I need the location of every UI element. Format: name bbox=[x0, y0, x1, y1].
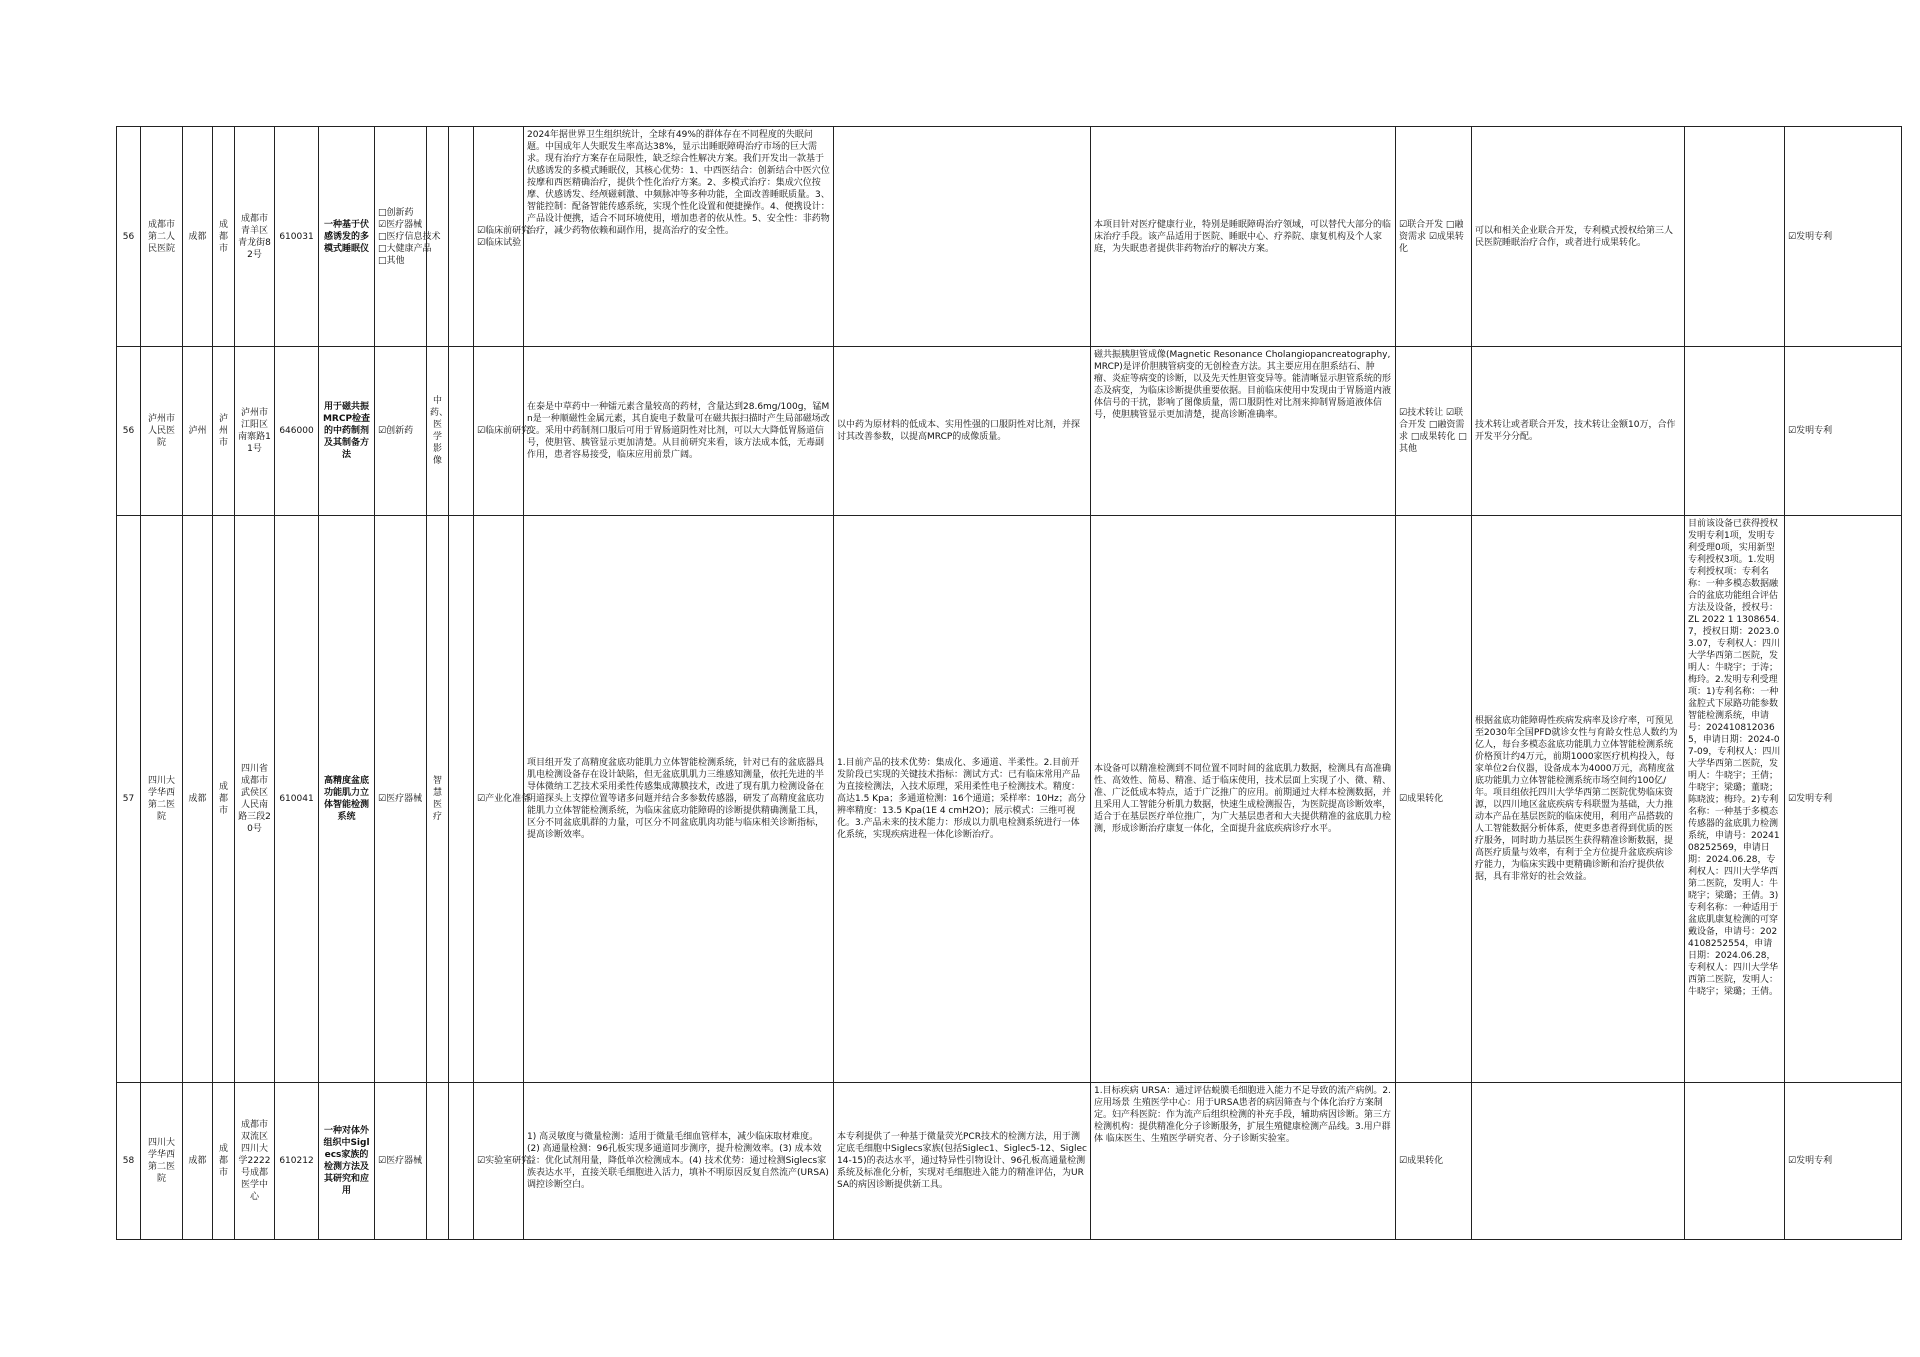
unit-name: 四川大学华西第二医院 bbox=[141, 516, 183, 1083]
ip-text bbox=[1685, 1083, 1785, 1240]
field-tag: ☑医疗器械 bbox=[378, 219, 423, 230]
unit-name: 四川大学华西第二医院 bbox=[141, 1083, 183, 1240]
stage-tag: ☑产业化准备 bbox=[477, 794, 531, 804]
stage-tag: ☑实验室研究 bbox=[477, 1156, 531, 1166]
row-number: 57 bbox=[117, 516, 141, 1083]
patent-type: ☑发明专利 bbox=[1785, 1083, 1902, 1240]
address: 泸州市江阳区南寨路11号 bbox=[235, 347, 275, 516]
expectation-text: 根据盆底功能障碍性疾病发病率及诊疗率，可预见至2030年全国PFD就诊女性与育龄女性总人数约为亿人，每台多模态盆底功能肌力立体智能检测系统价格预计约4万元，前期1000家医疗机构投入，每家单位2台仪器，设备成本为4000万元，高精度盆底功能肌力立体智能检测系统市场空间约100亿/年。项目组依托四川大学华西第二医院优势临床资源，以四川地区盆底疾病专科联盟为基础，大力推动本产品在基层医院的临床使用，利用产品搭载的人工智能数据分析体系，使更多患者得到优质的医疗服务，同时助力基层医生获得精准诊断数据，提高医疗质量与效率，有利于全方位提升盆底疾病诊疗能力，为临床实践中更精确诊断和治疗提供依据，具有非常好的社会效益。 bbox=[1472, 516, 1685, 1083]
unit-name: 泸州市人民医院 bbox=[141, 347, 183, 516]
district: 成都市 bbox=[213, 127, 235, 347]
empty-cell bbox=[449, 1083, 474, 1240]
patent-type: ☑发明专利 bbox=[1785, 516, 1902, 1083]
project-title: 高精度盆底功能肌力立体智能检测系统 bbox=[319, 516, 375, 1083]
field-tags bbox=[375, 1083, 427, 1240]
field-tag: ☑创新药 bbox=[378, 426, 414, 436]
cooperation: ☑成果转化 bbox=[1396, 1083, 1472, 1240]
stage bbox=[474, 127, 531, 347]
field-tag: ☑医疗器械 bbox=[378, 1156, 423, 1166]
ip-text: 目前该设备已获得授权发明专利1项，发明专利受理0项，实用新型专利授权3项。1.发明专利授权项：专利名称：一种多模态数据融合的盆底功能组合评估方法及设备，授权号：ZL 2022 1 1308654.7，授权日期：2023.03.07，专利权人：四川大学华西第二医院，发明人：牛晓宇；于涛；梅玲。2.发明专利受理项：1)专利名称：一种盆腔式下尿路功能参数智能检测系统，申请号：2024108120365，申请日期：2024-07-09，专利权人：四川大学华西第二医院，发明人：牛晓宇；王倩；牛晓宇；梁璐；董晓；陈晓波；梅玲。2)专利名称：一种基于多模态传感器的盆底肌力检测系统，申请号：2024108252569，申请日期：2024.06.28，专利权人：四川大学华西第二医院，发明人：牛晓宇；梁璐；王倩。3)专利名称：一种适用于盆底肌康复检测的可穿戴设备，申请号：2024108252554，申请日期：2024.06.28，专利权人：四川大学华西第二医院，发明人：牛晓宇；梁璐；王倩。 bbox=[1685, 516, 1785, 1083]
field-tags bbox=[375, 127, 441, 347]
field-tag: □医疗信息技术 bbox=[378, 231, 441, 242]
application-text: 本设备可以精准检测到不同位置不同时间的盆底肌力数据，检测具有高准确性、高效性、简易、精准、适于临床使用，技术层面上实现了小、微、精、准、广泛低成本特点，适于广泛推广的应用。前期通过大样本检测数据，并且采用人工智能分析肌力数据，快速生成检测报告，为医院提高诊断效率，适合于在基层医疗单位推广，为广大基层患者和大夫提供精准的盆底肌力检测，形成诊断治疗康复一体化，全面提升盆底疾病诊疗水平。 bbox=[1091, 516, 1396, 1083]
advantage-text: 本专利提供了一种基于微量荧光PCR技术的检测方法，用于测定底毛细胞中Siglecs家族(包括Siglec1、Siglec5-12、Siglec14-15)的表达水平，通过特异性引物设计、96孔板高通量检测系统及标准化分析，实现对毛细胞进入能力的精准评估，为URSA的病因诊断提供新工具。 bbox=[834, 1083, 1091, 1240]
city: 泸州 bbox=[183, 347, 213, 516]
advantage-text: 以中药为原材料的低成本、实用性强的口服阴性对比剂，并探讨其改善参数，以提高MRCP的成像质量。 bbox=[834, 347, 1091, 516]
ip-text bbox=[1685, 347, 1785, 516]
postcode: 610212 bbox=[275, 1083, 319, 1240]
patent-type: ☑发明专利 bbox=[1785, 127, 1902, 347]
stage-tag: ☑临床试验 bbox=[477, 237, 522, 248]
table-row bbox=[117, 516, 1902, 1083]
address: 成都市双流区四川大学2222号成都医学中心 bbox=[235, 1083, 275, 1240]
project-title: 一种对体外组织中Siglecs家族的检测方法及其研究和应用 bbox=[319, 1083, 375, 1240]
empty-cell bbox=[449, 127, 474, 347]
address: 成都市青羊区青龙街82号 bbox=[235, 127, 275, 347]
city: 成都 bbox=[183, 127, 213, 347]
district: 泸州市 bbox=[213, 347, 235, 516]
pipeline: 中药、医学影像 bbox=[427, 347, 449, 516]
advantage-text bbox=[834, 127, 1091, 347]
background-text: 在泰是中草药中一种镭元素含量较高的药材，含量达到28.6mg/100g，锰Mn是一种顺磁性金属元素，其自旋电子数量可在磁共振扫描时产生局部磁场改变。采用中药制剂口服后可用于胃肠道阴性对比剂，可以大大降低胃肠道信号，使胆管、胰管显示更加清楚。从目前研究来看，该方法成本低，无毒副作用，患者容易接受，临床应用前景广阔。 bbox=[524, 347, 834, 516]
application-text: 磁共振胰胆管成像(Magnetic Resonance Cholangiopancreatography, MRCP)是评价胆胰管病变的无创检查方法。其主要应用在胆系结石、肿瘤、炎症等病变的诊断，以及先天性胆管变异等。能清晰显示胆管系统的形态及病变，为临床诊断提供重要依据。目前临床使用中发现由于胃肠道内液体信号的干扰，影响了图像质量，需口服阴性对比剂来抑制胃肠道液体信号，使胆胰管显示更加清楚，提高诊断准确率。 bbox=[1091, 347, 1396, 516]
stage bbox=[474, 516, 531, 1083]
cooperation: ☑成果转化 bbox=[1396, 516, 1472, 1083]
advantage-text: 1.目前产品的技术优势：集成化、多通道、半柔性。2.目前开发阶段已实现的关键技术指标：测试方式：已有临床常用产品为直接检测法，入技术原理，采用柔性电子检测技术。精度：高达1.5 Kpa；多通道检测：16个通道；采样率：10Hz；高分辨率精度：13.5 Kpa(1E 4 cmH2O)；展示模式：三维可视化。3.产品未来的技术能力：形成以力肌电检测系统进行一体化系统，实现疾病进程一体化诊断治疗。 bbox=[834, 516, 1091, 1083]
ip-text bbox=[1685, 127, 1785, 347]
postcode: 610031 bbox=[275, 127, 319, 347]
cooperation: ☑联合开发 □融资需求 ☑成果转化 bbox=[1396, 127, 1472, 347]
stage bbox=[474, 1083, 531, 1240]
patent-type: ☑发明专利 bbox=[1785, 347, 1902, 516]
expectation-text bbox=[1472, 1083, 1685, 1240]
field-tag: ☑医疗器械 bbox=[378, 794, 423, 804]
unit-name: 成都市第二人民医院 bbox=[141, 127, 183, 347]
field-tag: □大健康产品 bbox=[378, 243, 432, 254]
stage-tag: ☑临床前研究 bbox=[477, 426, 531, 436]
postcode: 610041 bbox=[275, 516, 319, 1083]
table-row bbox=[117, 347, 1902, 516]
field-tag: □其他 bbox=[378, 255, 405, 266]
empty-cell bbox=[449, 347, 474, 516]
district: 成都市 bbox=[213, 516, 235, 1083]
background-text: 1) 高灵敏度与微量检测：适用于微量毛细血管样本，减少临床取材难度。(2) 高通量检测：96孔板实现多通道同步测序，提升检测效率。(3) 成本效益：优化试剂用量，降低单次检测成本。(4) 技术优势：通过检测Siglecs家族表达水平，直接关联毛细胞进入活力，填补不明原因反复自然流产(URSA)调控诊断空白。 bbox=[524, 1083, 834, 1240]
address: 四川省成都市武侯区人民南路三段20号 bbox=[235, 516, 275, 1083]
stage-tag: ☑临床前研究 bbox=[477, 225, 531, 236]
row-number: 56 bbox=[117, 347, 141, 516]
stage bbox=[474, 347, 531, 516]
expectation-text: 技术转让或者联合开发，技术转让金额10万，合作开发平分分配。 bbox=[1472, 347, 1685, 516]
field-tag: □创新药 bbox=[378, 207, 414, 218]
postcode: 646000 bbox=[275, 347, 319, 516]
expectation-text: 可以和相关企业联合开发，专利模式授权给第三人民医院睡眠治疗合作，或者进行成果转化。 bbox=[1472, 127, 1685, 347]
application-text: 1.目标疾病 URSA：通过评估蜕膜毛细胞进入能力不足导致的流产病例。2.应用场景 生殖医学中心：用于URSA患者的病因筛查与个体化治疗方案制定。妇产科医院：作为流产后组织检测的补充手段，辅助病因诊断。第三方检测机构：提供精准化分子诊断服务，扩展生殖健康检测产品线。3.用户群体 临床医生、生殖医学研究者、分子诊断实验室。 bbox=[1091, 1083, 1396, 1240]
row-number: 58 bbox=[117, 1083, 141, 1240]
achievement-table bbox=[116, 126, 1902, 1240]
table-row bbox=[117, 127, 1902, 347]
application-text: 本项目针对医疗健康行业，特别是睡眠障碍治疗领域，可以替代大部分的临床治疗手段。该产品适用于医院、睡眠中心、疗养院、康复机构及个人家庭，为失眠患者提供非药物治疗的解决方案。 bbox=[1091, 127, 1396, 347]
pipeline bbox=[427, 1083, 449, 1240]
project-title: 一种基于伏感诱发的多模式睡眠仪 bbox=[319, 127, 375, 347]
background-text: 2024年据世界卫生组织统计，全球有49%的群体存在不同程度的失眠问题。中国成年人失眠发生率高达38%，显示出睡眠障碍治疗市场的巨大需求。现有治疗方案存在局限性，缺乏综合性解决方案。我们开发出一款基于伏感诱发的多模式睡眠仪，其核心优势：1、中西医结合：创新结合中医穴位按摩和西医精确治疗，提供个性化治疗方案。2、多模式治疗：集成穴位按摩、伏感诱发、经颅磁刺激、中频脉冲等多种功能，全面改善睡眠质量。3、智能控制：配备智能传感系统，实现个性化设置和便捷操作。4、便携设计：产品设计便携，适合不同环境使用，增加患者的依从性。5、安全性：非药物治疗，减少药物依赖和副作用，提高治疗的安全性。 bbox=[524, 127, 834, 347]
background-text: 项目组开发了高精度盆底功能肌力立体智能检测系统，针对已有的盆底器具肌电检测设备存在设计缺陷，但无盆底肌肌力三维感知测量，依托先进的半导体微纳工艺技术采用柔性传感集成薄膜技术，改进了现有肌力检测设备在阴道探头上支撑位置等诸多问题并结合多参数传感器，研发了高精度盆底功能肌力立体智能检测系统，为临床盆底功能障碍的诊断提供精确测量工具，区分不同盆底肌群的力量，可区分不同盆底肌肉功能与临床相关诊断指标，提高诊断效率。 bbox=[524, 516, 834, 1083]
cooperation: ☑技术转让 ☑联合开发 □融资需求 □成果转化 □其他 bbox=[1396, 347, 1472, 516]
empty-cell bbox=[449, 516, 474, 1083]
field-tags bbox=[375, 347, 427, 516]
city: 成都 bbox=[183, 516, 213, 1083]
table-row bbox=[117, 1083, 1902, 1240]
district: 成都市 bbox=[213, 1083, 235, 1240]
pipeline: 智慧医疗 bbox=[427, 516, 449, 1083]
city: 成都 bbox=[183, 1083, 213, 1240]
project-title: 用于磁共振MRCP检查的中药制剂及其制备方法 bbox=[319, 347, 375, 516]
field-tags bbox=[375, 516, 427, 1083]
row-number: 56 bbox=[117, 127, 141, 347]
